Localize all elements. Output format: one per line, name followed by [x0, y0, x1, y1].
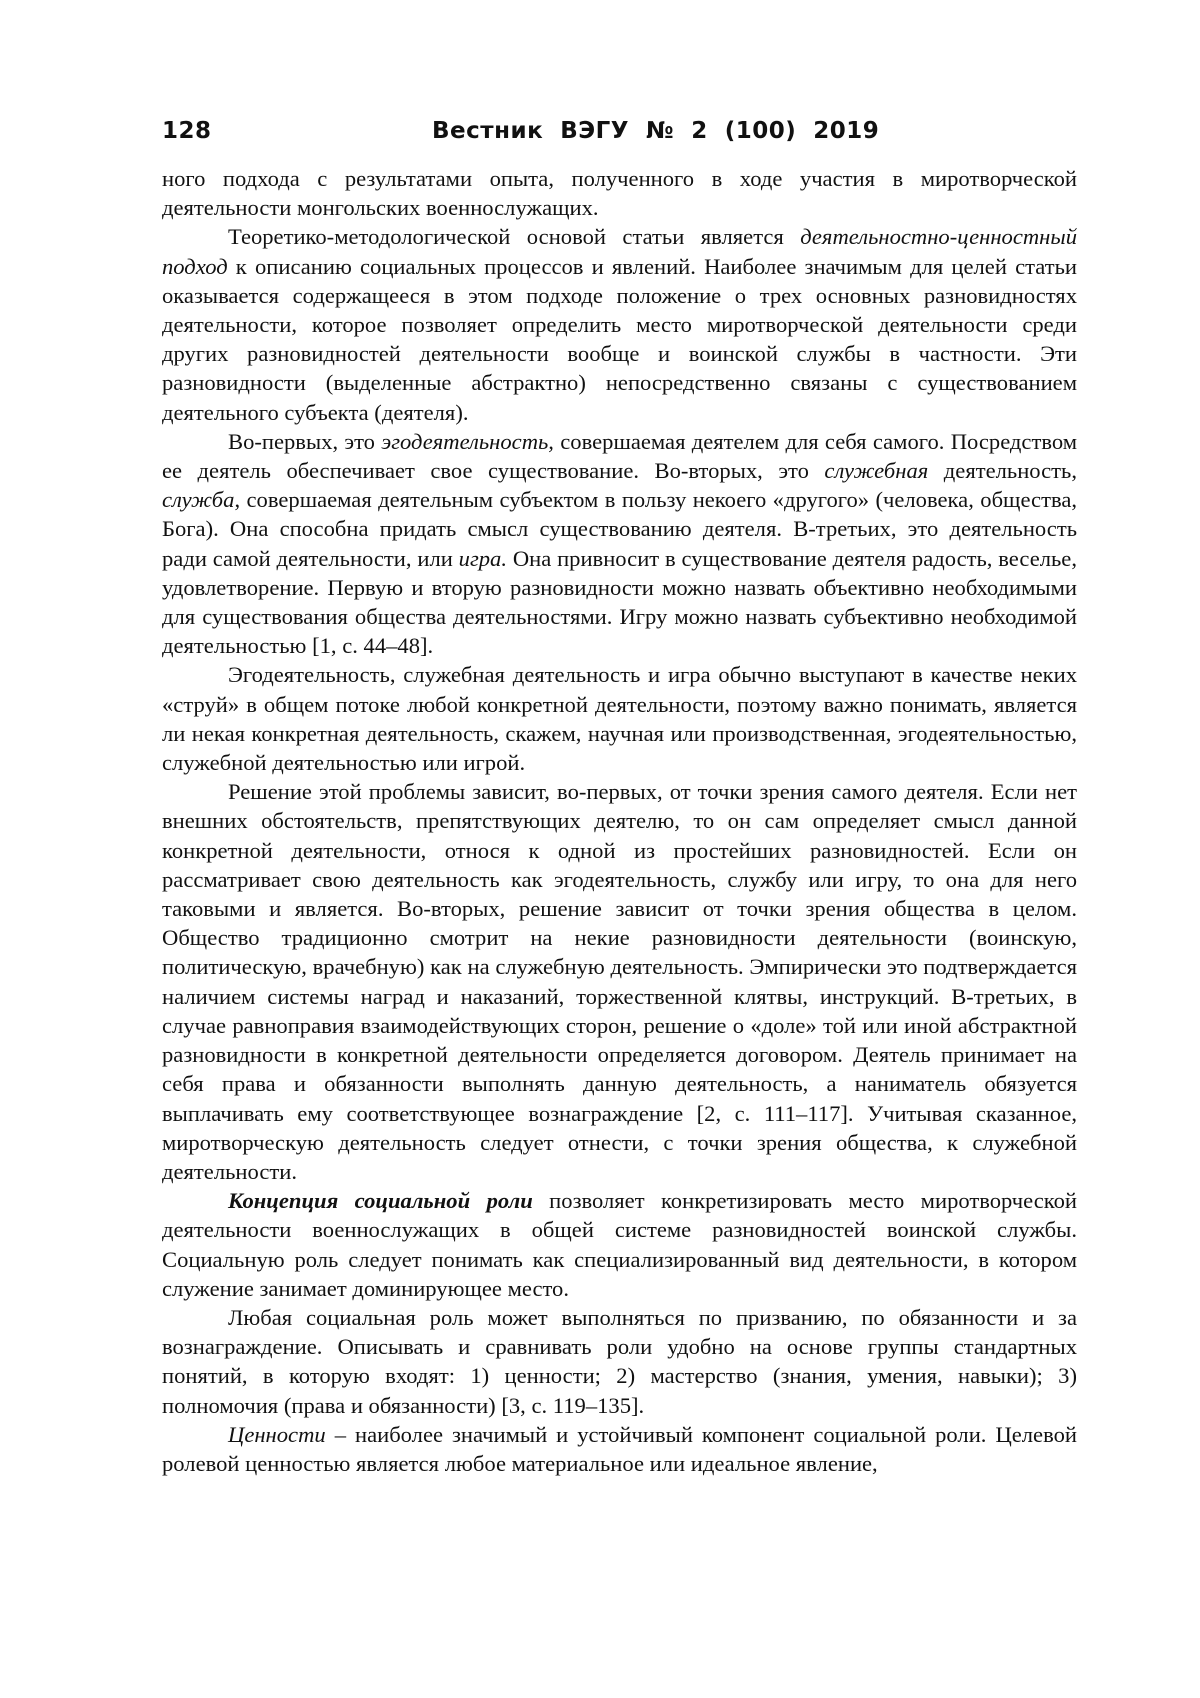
emphasis-service: служба: [162, 487, 235, 513]
emphasis-egoactivity: эгодеятельность,: [381, 428, 554, 454]
emphasis-service-adj: служебная: [824, 458, 929, 484]
paragraph-6: Концепция социальной роли позволяет конкретизировать место миротворческой деятельности военнослужащих в общей системе разновидностей воинской службы. Социальную роль следует понимать как специализированный вид деятельности, в котором служение занимает доминирующее место.: [162, 1188, 1077, 1301]
emphasis-values: Ценности: [228, 1421, 326, 1447]
paragraph-3: Во-первых, это эгодеятельность, совершаемая деятелем для себя самого. Посредством ее деятель обеспечивает свое существование. Во-вторых, это служебная деятельность, служба, совершаемая деятельным субъектом в пользу некоего «другого» (человека, общества, Бога). Она способна придать смысл существованию деятеля. В-третьих, это деятельность ради самой деятельности, или игра. Она привносит в существование деятеля радость, веселье, удовлетворение. Первую и вторую разновидности можно назвать объективно необходимыми для существования общества деятельностями. Игру можно назвать субъективно необходимой деятельностью [1, с. 44–48].: [162, 428, 1078, 659]
paragraph-7: Любая социальная роль может выполняться по призванию, по обязанности и за вознаграждение. Описывать и сравнивать роли удобно на основе группы стандартных понятий, в которую входят: 1) ценности; 2) мастерство (знания, умения, навыки); 3) полномочия (права и обязанности) [3, с. 119–135].: [162, 1304, 1077, 1418]
paragraph-2: Теоретико-методологической основой статьи является деятельностно-ценностный подход к описанию социальных процессов и явлений. Наиболее значимым для целей статьи оказывается содержащееся в этом подходе положение о трех основных разновидностях деятельности, которое позволяет определить место миротворческой деятельности среди других разновидностей деятельности вообще и воинской службы в частности. Эти разновидности (выделенные абстрактно) непосредственно связаны с существованием деятельного субъекта (деятеля).: [162, 224, 1077, 425]
paragraph-5: Решение этой проблемы зависит, во-первых, от точки зрения самого деятеля. Если нет внешних обстоятельств, препятствующих деятелю, то он сам определяет смысл данной конкретной деятельности, относя к одной из простейших разновидностей. Если он рассматривает свою деятельность как эгодеятельность, службу или игру, то она для него таковыми и является. Во-вторых, решение зависит от точки зрения общества в целом. Общество традиционно смотрит на некие разновидности деятельности (воинскую, политическую, врачебную) как на служебную деятельность. Эмпирически это подтверждается наличием системы наград и наказаний, торжественной клятвы, инструкций. В-третьих, в случае равноправия взаимодействующих сторон, решение о «доле» той или иной абстрактной разновидности в конкретной деятельности определяется договором. Деятель принимает на себя права и обязанности выполнять данную деятельность, а наниматель обязуется выплачивать ему соответствующее вознаграждение [2, с. 111–117]. Учитывая сказанное, миротворческую деятельность следует отнести, с точки зрения общества, к служебной деятельности.: [162, 779, 1077, 1184]
article-body: [162, 164, 1077, 1478]
emphasis-role-concept: Концепция социальной роли: [228, 1188, 533, 1214]
emphasis-approach: деятельностно-ценностный подход: [162, 224, 1077, 279]
journal-title: Вестник ВЭГУ № 2 (100) 2019: [432, 118, 880, 144]
paragraph-4: Эгодеятельность, служебная деятельность и игра обычно выступают в качестве неких «струй» в общем потоке любой конкретной деятельности, поэтому важно понимать, является ли некая конкретная деятельность, скажем, научная или производственная, эгодеятельностью, служебной деятельностью или игрой.: [162, 662, 1077, 776]
paragraph-1: ного подхода с результатами опыта, полученного в ходе участия в миротворческой деятельности монгольских военнослужащих.: [162, 166, 1077, 221]
paragraph-8: Ценности – наиболее значимый и устойчивый компонент социальной роли. Целевой ролевой ценностью является любое материальное или идеальное явление,: [162, 1421, 1077, 1476]
page-number: 128: [162, 118, 212, 144]
emphasis-game: игра.: [458, 545, 507, 571]
journal-page: [162, 108, 1077, 1478]
running-header: [162, 108, 1077, 148]
